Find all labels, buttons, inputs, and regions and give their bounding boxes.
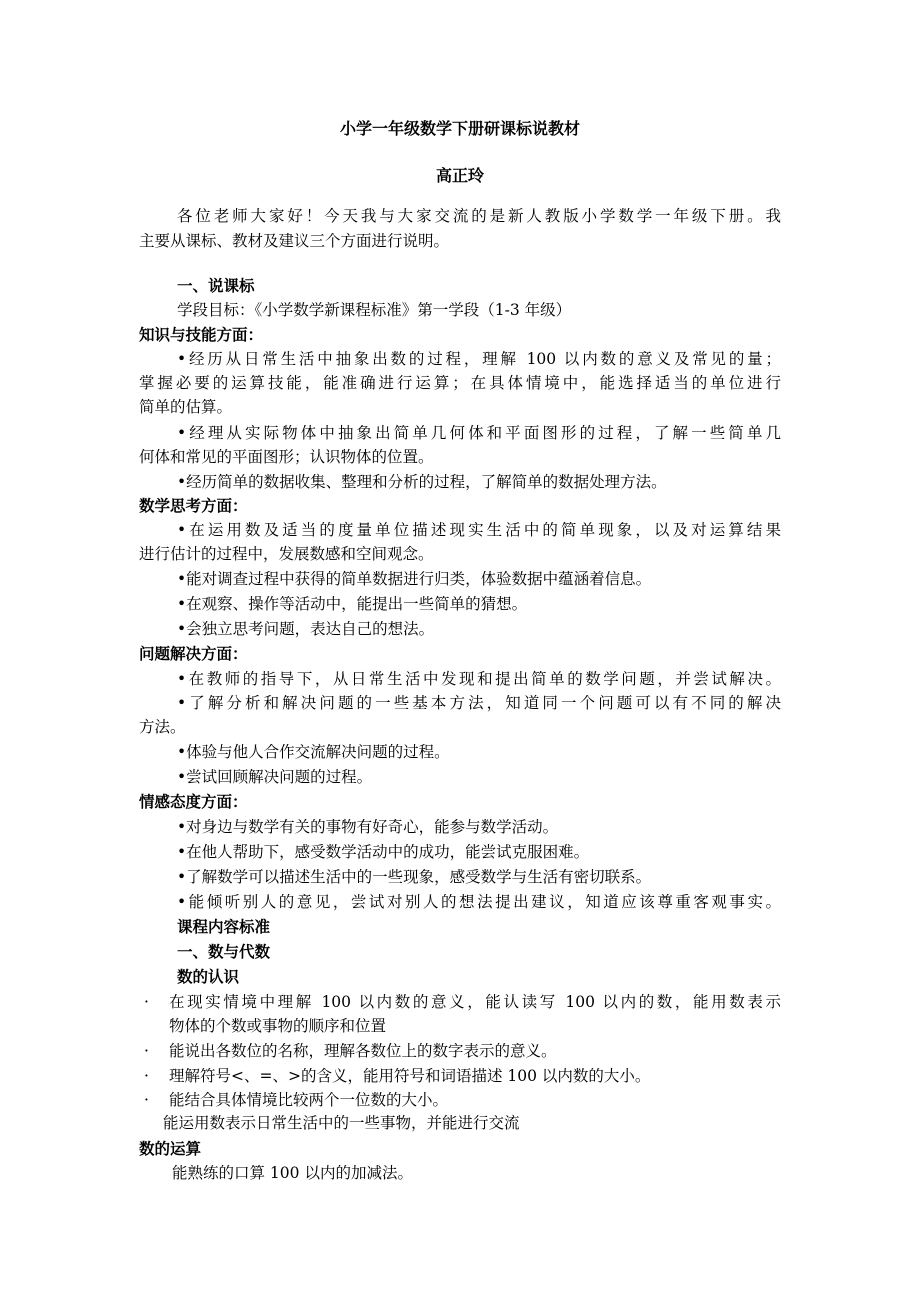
knowledge-item-1-line-2: 掌握必要的运算技能，能准确进行运算；在具体情境中，能选择适当的单位进行 (139, 374, 781, 392)
content-standard-heading: 课程内容标准 (177, 917, 271, 936)
stage-goal: 学段目标：《小学数学新课程标准》第一学段（1-3 年级） (177, 301, 572, 319)
emotion-item-3: •了解数学可以描述生活中的一些现象，感受数学与生活有密切联系。 (177, 868, 652, 886)
knowledge-item-2-line-2: 何体和常见的平面图形；认识物体的位置。 (139, 448, 434, 466)
document-author: 高正玲 (435, 166, 484, 185)
emotion-heading: 情感态度方面： (139, 792, 248, 811)
intro-line-2: 主要从课标、教材及建议三个方面进行说明。 (139, 232, 450, 250)
emotion-item-1: •对身边与数学有关的事物有好奇心，能参与数学活动。 (177, 818, 559, 836)
bullet-marker: · (144, 1091, 149, 1109)
operation-text: 能熟练的口算 100 以内的加减法。 (172, 1164, 413, 1182)
bullet-marker: · (144, 993, 149, 1011)
thinking-item-4: •会独立思考问题，表达自己的想法。 (177, 620, 435, 638)
number-recognition-heading: 数的认识 (177, 967, 240, 986)
recognition-tail: 能运用数表示日常生活中的一些事物，并能进行交流 (163, 1114, 520, 1132)
recognition-item-1-line-2: 物体的个数或事物的顺序和位置 (169, 1017, 387, 1035)
knowledge-item-1-line-3: 简单的估算。 (139, 398, 233, 416)
recognition-item-4: 能结合具体情境比较两个一位数的大小。 (169, 1091, 449, 1109)
problem-item-4: •尝试回顾解决问题的过程。 (177, 768, 373, 786)
recognition-item-1-line-1: 在现实情境中理解 100 以内数的意义，能认读写 100 以内的数，能用数表示 (169, 993, 781, 1011)
operation-heading: 数的运算 (139, 1139, 202, 1158)
intro-line-1: 各位老师大家好！今天我与大家交流的是新人教版小学数学一年级下册。我 (177, 207, 781, 225)
problem-item-2-line-2: 方法。 (139, 718, 186, 736)
thinking-item-3: •在观察、操作等活动中，能提出一些简单的猜想。 (177, 595, 528, 613)
thinking-item-1-line-2: 进行估计的过程中，发展数感和空间观念。 (139, 545, 434, 563)
emotion-item-4: •能倾听别人的意见，尝试对别人的想法提出建议，知道应该尊重客观事实。 (177, 893, 781, 911)
knowledge-item-2-line-1: •经理从实际物体中抽象出简单几何体和平面图形的过程，了解一些简单几 (177, 424, 781, 442)
problem-item-2-line-1: •了解分析和解决问题的一些基本方法，知道同一个问题可以有不同的解决 (177, 694, 781, 712)
bullet-marker: · (144, 1067, 149, 1085)
problem-item-1: •在教师的指导下，从日常生活中发现和提出简单的数学问题，并尝试解决。 (177, 670, 781, 688)
problem-heading: 问题解决方面： (139, 644, 248, 663)
thinking-item-2: •能对调查过程中获得的简单数据进行归类，体验数据中蕴涵着信息。 (177, 570, 652, 588)
section-heading-curriculum: 一、说课标 (177, 276, 255, 295)
bullet-marker: · (144, 1042, 149, 1060)
numbers-algebra-heading: 一、数与代数 (177, 942, 271, 961)
thinking-item-1-line-1: •在运用数及适当的度量单位描述现实生活中的简单现象，以及对运算结果 (177, 521, 781, 539)
knowledge-heading: 知识与技能方面： (139, 325, 264, 344)
knowledge-item-3: •经历简单的数据收集、整理和分析的过程，了解简单的数据处理方法。 (177, 473, 667, 491)
problem-item-3: •体验与他人合作交流解决问题的过程。 (177, 743, 450, 761)
document-title: 小学一年级数学下册研课标说教材 (339, 119, 580, 138)
thinking-heading: 数学思考方面： (139, 496, 248, 515)
recognition-item-3: 理解符号<、=、>的含义，能用符号和词语描述 100 以内数的大小。 (169, 1067, 651, 1085)
emotion-item-2: •在他人帮助下，感受数学活动中的成功，能尝试克服困难。 (177, 843, 590, 861)
recognition-item-2: 能说出各数位的名称，理解各数位上的数字表示的意义。 (169, 1042, 557, 1060)
knowledge-item-1-line-1: •经历从日常生活中抽象出数的过程，理解 100 以内数的意义及常见的量； (177, 350, 781, 368)
